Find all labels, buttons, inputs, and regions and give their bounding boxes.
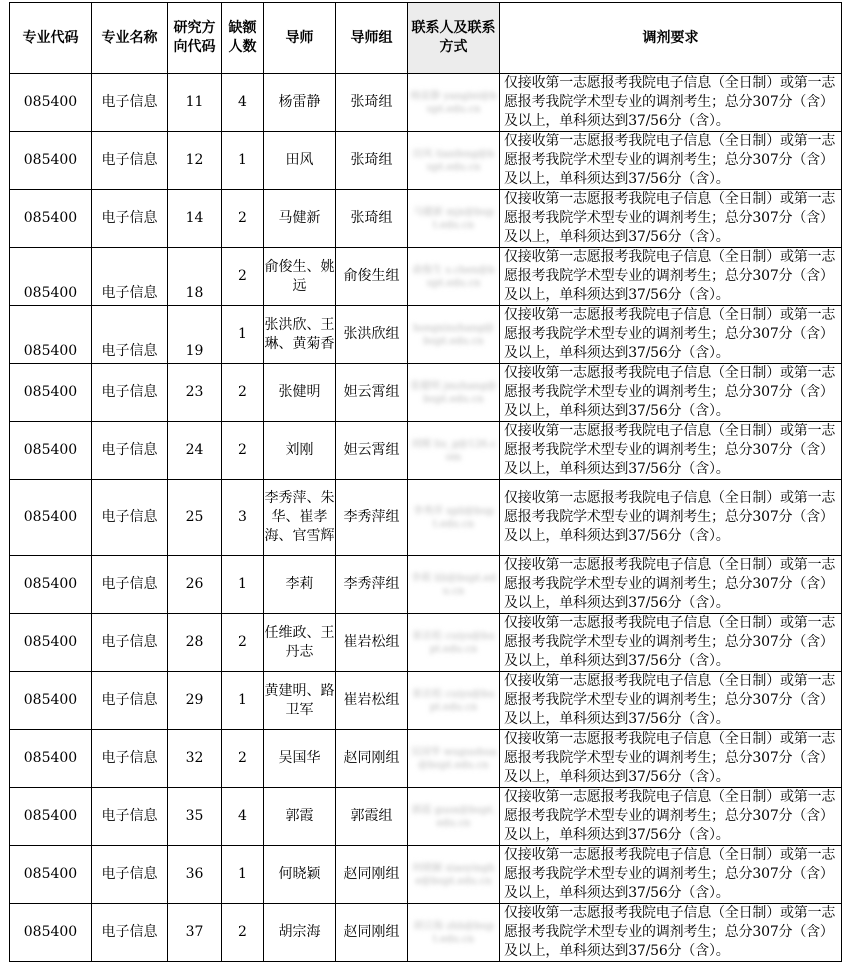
requirement-cell: 仅接收第一志愿报考我院电子信息（全日制）或第一志愿报考我院学术型专业的调剂考生；总分307分（含）及以上，单科须达到37/56分（含）。 <box>500 306 842 364</box>
requirement-cell: 仅接收第一志愿报考我院电子信息（全日制）或第一志愿报考我院学术型专业的调剂考生；总分307分（含）及以上，单科须达到37/56分（含）。 <box>500 846 842 904</box>
mentor-cell: 李莉 <box>264 556 336 614</box>
vacancy-cell: 2 <box>222 422 264 480</box>
direction-code-cell: 11 <box>168 74 222 132</box>
major-code-cell: 085400 <box>10 846 92 904</box>
major-code-cell: 085400 <box>10 306 92 364</box>
major-name-cell: 电子信息 <box>92 422 168 480</box>
major-name-cell: 电子信息 <box>92 556 168 614</box>
major-name-cell: 电子信息 <box>92 306 168 364</box>
table-row <box>10 74 842 132</box>
vacancy-cell: 1 <box>222 132 264 190</box>
requirement-cell: 仅接收第一志愿报考我院电子信息（全日制）或第一志愿报考我院学术型专业的调剂考生；总分307分（含）及以上，单科须达到37/56分（含）。 <box>500 422 842 480</box>
contact-cell: 田风 tianfeng@bupt.edu.cn <box>408 132 500 190</box>
group-cell: 俞俊生组 <box>336 248 408 306</box>
requirement-cell: 仅接收第一志愿报考我院电子信息（全日制）或第一志愿报考我院学术型专业的调剂考生；总分307分（含）及以上，单科须达到37/56分（含）。 <box>500 904 842 962</box>
major-name-cell: 电子信息 <box>92 672 168 730</box>
contact-cell: 何晓颖 xiaoyinghe@bupt.edu.cn <box>408 846 500 904</box>
group-cell: 张琦组 <box>336 190 408 248</box>
table-row <box>10 672 842 730</box>
table-row <box>10 480 842 556</box>
table-row <box>10 904 842 962</box>
vacancy-cell: 2 <box>222 904 264 962</box>
table-row <box>10 846 842 904</box>
vacancy-cell: 2 <box>222 730 264 788</box>
vacancy-cell: 1 <box>222 306 264 364</box>
vacancy-cell: 4 <box>222 788 264 846</box>
mentor-cell: 李秀萍、朱华、崔孝海、官雪辉 <box>264 480 336 556</box>
group-cell: 崔岩松组 <box>336 614 408 672</box>
table-row <box>10 248 842 306</box>
vacancy-cell: 2 <box>222 190 264 248</box>
major-code-cell: 085400 <box>10 190 92 248</box>
direction-code-cell: 12 <box>168 132 222 190</box>
header-major-code: 专业代码 <box>10 3 92 74</box>
major-code-cell: 085400 <box>10 74 92 132</box>
direction-code-cell: 36 <box>168 846 222 904</box>
vacancy-cell: 1 <box>222 846 264 904</box>
mentor-cell: 俞俊生、姚远 <box>264 248 336 306</box>
table-row <box>10 132 842 190</box>
table-row <box>10 364 842 422</box>
group-cell: 张洪欣组 <box>336 306 408 364</box>
contact-cell: 马健新 mjx@bupt.edu.cn <box>408 190 500 248</box>
mentor-cell: 张洪欣、王琳、黄菊香 <box>264 306 336 364</box>
major-name-cell: 电子信息 <box>92 248 168 306</box>
mentor-cell: 何晓颖 <box>264 846 336 904</box>
mentor-cell: 杨雷静 <box>264 74 336 132</box>
mentor-cell: 张健明 <box>264 364 336 422</box>
major-name-cell: 电子信息 <box>92 614 168 672</box>
mentor-cell: 田风 <box>264 132 336 190</box>
contact-cell: 张健明 jmzhang@bupt.edu.cn <box>408 364 500 422</box>
table-row <box>10 730 842 788</box>
direction-code-cell: 32 <box>168 730 222 788</box>
requirement-cell: 仅接收第一志愿报考我院电子信息（全日制）或第一志愿报考我院学术型专业的调剂考生；总分307分（含）及以上，单科须达到37/56分（含）。 <box>500 480 842 556</box>
direction-code-cell: 26 <box>168 556 222 614</box>
contact-cell: 崔岩松 cuiys@bupt.edu.cn <box>408 614 500 672</box>
header-group: 导师组 <box>336 3 408 74</box>
header-mentor: 导师 <box>264 3 336 74</box>
table-row <box>10 422 842 480</box>
mentor-cell: 任维政、王丹志 <box>264 614 336 672</box>
requirement-cell: 仅接收第一志愿报考我院电子信息（全日制）或第一志愿报考我院学术型专业的调剂考生；总分307分（含）及以上，单科须达到37/56分（含）。 <box>500 672 842 730</box>
contact-cell: 崔岩松 cuiys@bupt.edu.cn <box>408 672 500 730</box>
major-name-cell: 电子信息 <box>92 364 168 422</box>
contact-cell: 李秀萍 xpli@bupt.edu.cn <box>408 480 500 556</box>
requirement-cell: 仅接收第一志愿报考我院电子信息（全日制）或第一志愿报考我院学术型专业的调剂考生；总分307分（含）及以上，单科须达到37/56分（含）。 <box>500 132 842 190</box>
direction-code-cell: 28 <box>168 614 222 672</box>
contact-cell: 杨雷静 yanglei@bupt.edu.cn <box>408 74 500 132</box>
direction-code-cell: 24 <box>168 422 222 480</box>
mentor-cell: 黄建明、路卫军 <box>264 672 336 730</box>
group-cell: 崔岩松组 <box>336 672 408 730</box>
contact-cell: 李莉 lili@bupt.edu.cn <box>408 556 500 614</box>
header-requirement: 调剂要求 <box>500 3 842 74</box>
major-code-cell: 085400 <box>10 614 92 672</box>
major-name-cell: 电子信息 <box>92 846 168 904</box>
header-direction-code: 研究方向代码 <box>168 3 222 74</box>
requirement-cell: 仅接收第一志愿报考我院电子信息（全日制）或第一志愿报考我院学术型专业的调剂考生；总分307分（含）及以上，单科须达到37/56分（含）。 <box>500 556 842 614</box>
requirement-cell: 仅接收第一志愿报考我院电子信息（全日制）或第一志愿报考我院学术型专业的调剂考生；总分307分（含）及以上，单科须达到37/56分（含）。 <box>500 788 842 846</box>
direction-code-cell: 25 <box>168 480 222 556</box>
group-cell: 赵同刚组 <box>336 904 408 962</box>
adjustment-table <box>9 2 842 962</box>
major-code-cell: 085400 <box>10 364 92 422</box>
contact-cell: 吴国华 wuguohua@bupt.edu.cn <box>408 730 500 788</box>
requirement-cell: 仅接收第一志愿报考我院电子信息（全日制）或第一志愿报考我院学术型专业的调剂考生；总分307分（含）及以上，单科须达到37/56分（含）。 <box>500 730 842 788</box>
direction-code-cell: 37 <box>168 904 222 962</box>
major-code-cell: 085400 <box>10 480 92 556</box>
vacancy-cell: 2 <box>222 364 264 422</box>
requirement-cell: 仅接收第一志愿报考我院电子信息（全日制）或第一志愿报考我院学术型专业的调剂考生；总分307分（含）及以上，单科须达到37/56分（含）。 <box>500 74 842 132</box>
mentor-cell: 刘刚 <box>264 422 336 480</box>
major-name-cell: 电子信息 <box>92 190 168 248</box>
major-name-cell: 电子信息 <box>92 788 168 846</box>
header-contact: 联系人及联系方式 <box>408 3 500 74</box>
group-cell: 李秀萍组 <box>336 480 408 556</box>
group-cell: 郭霞组 <box>336 788 408 846</box>
table-row <box>10 190 842 248</box>
contact-cell: 俞俊生 s.chen@bupt.edu.cn <box>408 248 500 306</box>
vacancy-cell: 1 <box>222 672 264 730</box>
contact-cell: 郭霞 guox@bupt.edu.cn <box>408 788 500 846</box>
mentor-cell: 胡宗海 <box>264 904 336 962</box>
direction-code-cell: 19 <box>168 306 222 364</box>
vacancy-cell: 2 <box>222 248 264 306</box>
direction-code-cell: 29 <box>168 672 222 730</box>
major-name-cell: 电子信息 <box>92 132 168 190</box>
header-major-name: 专业名称 <box>92 3 168 74</box>
major-code-cell: 085400 <box>10 422 92 480</box>
requirement-cell: 仅接收第一志愿报考我院电子信息（全日制）或第一志愿报考我院学术型专业的调剂考生；总分307分（含）及以上，单科须达到37/56分（含）。 <box>500 248 842 306</box>
header-vacancy: 缺额人数 <box>222 3 264 74</box>
major-name-cell: 电子信息 <box>92 904 168 962</box>
major-code-cell: 085400 <box>10 788 92 846</box>
direction-code-cell: 35 <box>168 788 222 846</box>
major-code-cell: 085400 <box>10 248 92 306</box>
requirement-cell: 仅接收第一志愿报考我院电子信息（全日制）或第一志愿报考我院学术型专业的调剂考生；总分307分（含）及以上，单科须达到37/56分（含）。 <box>500 614 842 672</box>
vacancy-cell: 3 <box>222 480 264 556</box>
direction-code-cell: 23 <box>168 364 222 422</box>
direction-code-cell: 14 <box>168 190 222 248</box>
major-name-cell: 电子信息 <box>92 480 168 556</box>
table-row <box>10 788 842 846</box>
table-row <box>10 306 842 364</box>
contact-cell: 胡宗海 zhh@bupt.edu.cn <box>408 904 500 962</box>
mentor-cell: 吴国华 <box>264 730 336 788</box>
header-row <box>10 3 842 74</box>
mentor-cell: 郭霞 <box>264 788 336 846</box>
group-cell: 赵同刚组 <box>336 730 408 788</box>
major-name-cell: 电子信息 <box>92 74 168 132</box>
group-cell: 妲云霄组 <box>336 422 408 480</box>
requirement-cell: 仅接收第一志愿报考我院电子信息（全日制）或第一志愿报考我院学术型专业的调剂考生；总分307分（含）及以上，单科须达到37/56分（含）。 <box>500 364 842 422</box>
table-row <box>10 614 842 672</box>
major-code-cell: 085400 <box>10 556 92 614</box>
major-code-cell: 085400 <box>10 904 92 962</box>
requirement-cell: 仅接收第一志愿报考我院电子信息（全日制）或第一志愿报考我院学术型专业的调剂考生；总分307分（含）及以上，单科须达到37/56分（含）。 <box>500 190 842 248</box>
contact-cell: hongxinzhang@bupt.edu.cn <box>408 306 500 364</box>
group-cell: 张琦组 <box>336 132 408 190</box>
group-cell: 李秀萍组 <box>336 556 408 614</box>
group-cell: 张琦组 <box>336 74 408 132</box>
group-cell: 妲云霄组 <box>336 364 408 422</box>
direction-code-cell: 18 <box>168 248 222 306</box>
table-body <box>10 74 842 962</box>
vacancy-cell: 1 <box>222 556 264 614</box>
vacancy-cell: 2 <box>222 614 264 672</box>
group-cell: 赵同刚组 <box>336 846 408 904</box>
contact-cell: 刘刚 liu_g@126.com <box>408 422 500 480</box>
vacancy-cell: 4 <box>222 74 264 132</box>
major-code-cell: 085400 <box>10 672 92 730</box>
table-row <box>10 556 842 614</box>
major-code-cell: 085400 <box>10 132 92 190</box>
mentor-cell: 马健新 <box>264 190 336 248</box>
major-code-cell: 085400 <box>10 730 92 788</box>
major-name-cell: 电子信息 <box>92 730 168 788</box>
